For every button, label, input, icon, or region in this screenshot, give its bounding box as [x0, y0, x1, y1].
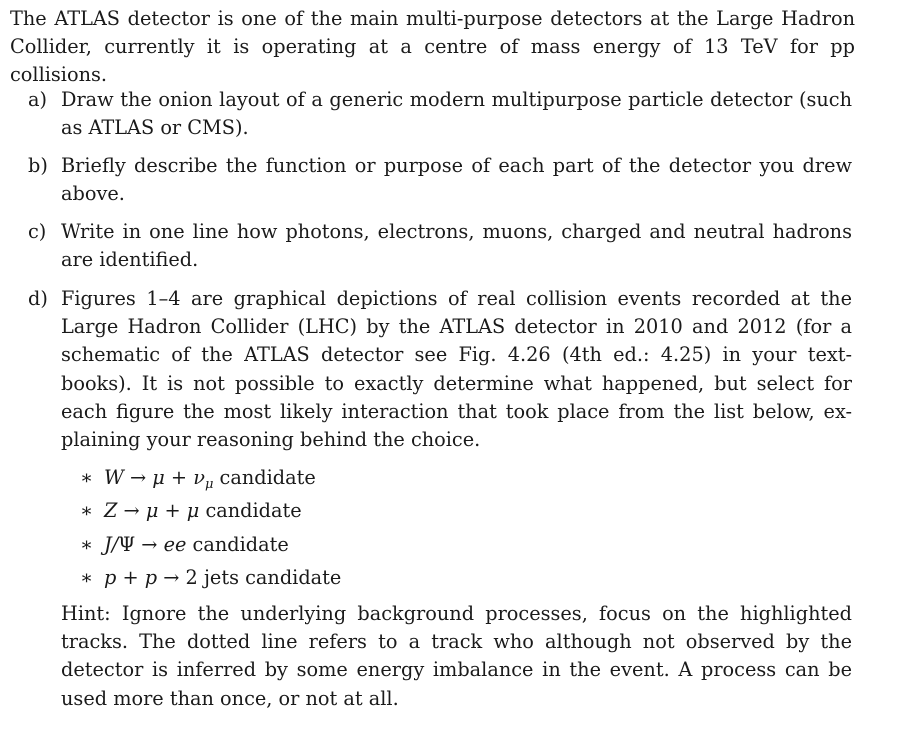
math-operator: →	[123, 466, 153, 489]
question-text: Figures 1–4 are graphical depictions of real collision events recorded at the Large Hadron Collider (LHC) by the ATLAS detector in 2010 and 2012 (for a schematic of the ATLAS detector see Fig. 4.26 (4th ed.: 4.25) in your text-books). It is not possible to exactly determine what happened, but select for each figure the most likely interaction that took place from the list below, ex-plaining your reasoning behind the choice.	[61, 287, 852, 452]
bullet-marker: ∗	[80, 532, 94, 556]
question-a	[28, 86, 852, 142]
question-text: Write in one line how photons, electrons, muons, charged and neutral hadrons are identified.	[61, 220, 852, 272]
list-item	[80, 564, 480, 597]
candidate-text: candidate	[199, 499, 302, 523]
math-operator: +	[158, 499, 187, 523]
math-symbol: μ	[145, 499, 159, 523]
math-symbol: ee	[163, 532, 187, 556]
question-text: Draw the onion layout of a generic modern multipurpose particle detector (such as ATLAS or CMS).	[61, 88, 852, 140]
bullet-marker: ∗	[80, 499, 94, 523]
math-symbol: Ψ	[118, 532, 136, 556]
math-number: 2	[185, 565, 198, 589]
question-label: a)	[28, 88, 48, 111]
math-operator: →	[157, 565, 186, 589]
question-label: b)	[28, 154, 48, 177]
math-symbol: J/	[104, 532, 119, 556]
math-symbol: μ	[152, 466, 165, 489]
math-symbol: p	[104, 565, 117, 589]
math-operator: +	[116, 565, 145, 589]
math-symbol: ν	[193, 466, 205, 489]
math-operator: →	[135, 532, 164, 556]
question-c	[28, 218, 852, 274]
intro-paragraph: The ATLAS detector is one of the main multi-purpose detectors at the Large Hadron Collider, currently it is operating at a centre of mass energy of 13 TeV for pp collisions.	[10, 7, 855, 87]
bullet-marker: ∗	[80, 565, 94, 589]
question-text: Briefly describe the function or purpose of each part of the detector you drew above.	[61, 154, 852, 206]
bullet-marker: ∗	[80, 466, 94, 489]
question-label: c)	[28, 220, 47, 243]
math-symbol: W	[104, 466, 124, 489]
question-b	[28, 152, 852, 208]
candidate-text: jets candidate	[197, 565, 342, 589]
question-d	[28, 285, 852, 454]
list-item	[80, 464, 480, 497]
math-operator: →	[117, 499, 146, 523]
math-symbol: Z	[104, 499, 118, 523]
hint-paragraph: Hint: Ignore the underlying background processes, focus on the highlighted tracks. The dotted line refers to a track who although not observed by the detector is inferred by some energy imbalance in the event. A process can be used more than once, or not at all.	[61, 602, 852, 710]
math-subscript: μ	[204, 477, 214, 492]
candidate-text: candidate	[186, 532, 289, 556]
math-symbol: μ	[186, 499, 200, 523]
candidate-text: candidate	[213, 466, 316, 489]
math-symbol: p	[144, 565, 158, 589]
question-label: d)	[28, 287, 48, 310]
list-item	[80, 497, 480, 530]
candidate-list	[80, 464, 480, 597]
list-item	[80, 531, 480, 564]
math-operator: +	[164, 466, 194, 489]
